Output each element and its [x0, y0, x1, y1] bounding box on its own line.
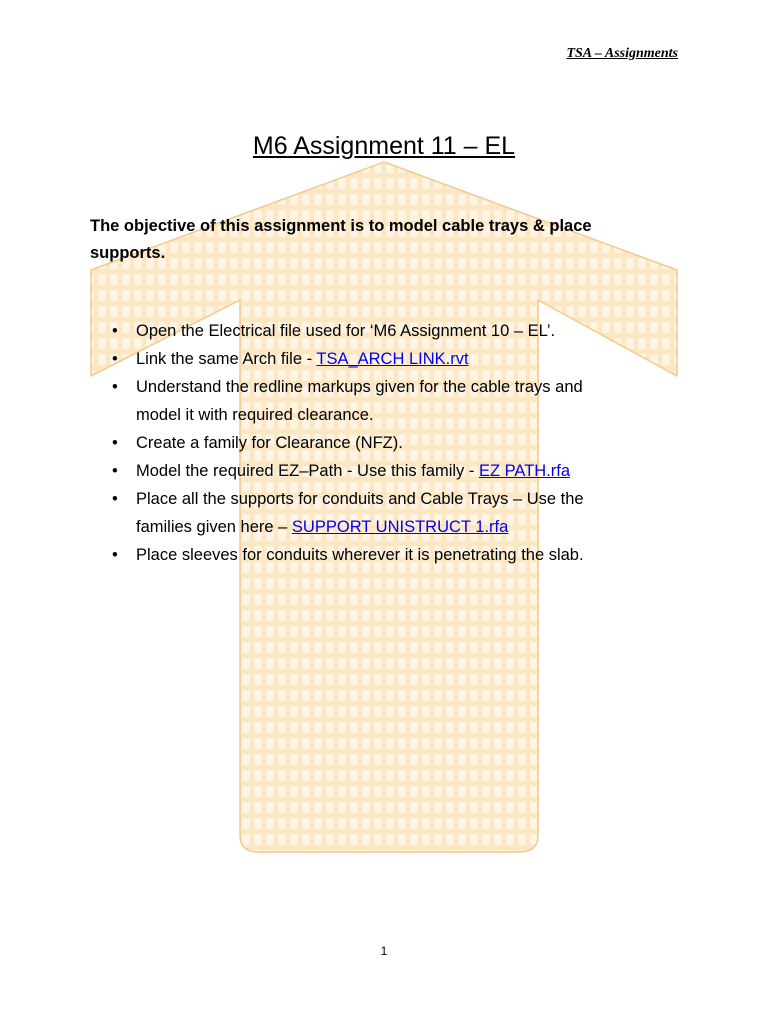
- page-title: M6 Assignment 11 – EL: [252, 132, 516, 160]
- support-unistruct-family-link[interactable]: SUPPORT UNISTRUCT 1.rfa: [291, 518, 509, 536]
- page-header: TSA – Assignments: [566, 46, 678, 61]
- list-item: • Create a family for Clearance (NFZ).: [112, 429, 672, 457]
- instruction-list: [112, 317, 672, 569]
- list-item: • Open the Electrical file used for ‘M6 Assignment 10 – EL’.: [112, 317, 672, 345]
- list-item: • Link the same Arch file - TSA_ARCH LINK.rvt: [112, 345, 672, 373]
- page-number: 1: [380, 944, 388, 958]
- arch-link-file-link[interactable]: TSA_ARCH LINK.rvt: [316, 350, 469, 368]
- list-item: • Understand the redline markups given for the cable trays and model it with required clearance.: [112, 373, 672, 429]
- list-item: • Place all the supports for conduits and Cable Trays – Use the families given here – SUPPORT UNISTRUCT 1.rfa: [112, 485, 672, 541]
- objective-statement: [90, 213, 650, 267]
- list-item: • Place sleeves for conduits wherever it is penetrating the slab.: [112, 541, 672, 569]
- ez-path-family-link[interactable]: EZ PATH.rfa: [478, 462, 571, 480]
- objective-line-1: The objective of this assignment is to model cable trays & place: [90, 217, 592, 235]
- list-item: • Model the required EZ–Path - Use this family - EZ PATH.rfa: [112, 457, 672, 485]
- objective-line-2: supports.: [90, 244, 166, 262]
